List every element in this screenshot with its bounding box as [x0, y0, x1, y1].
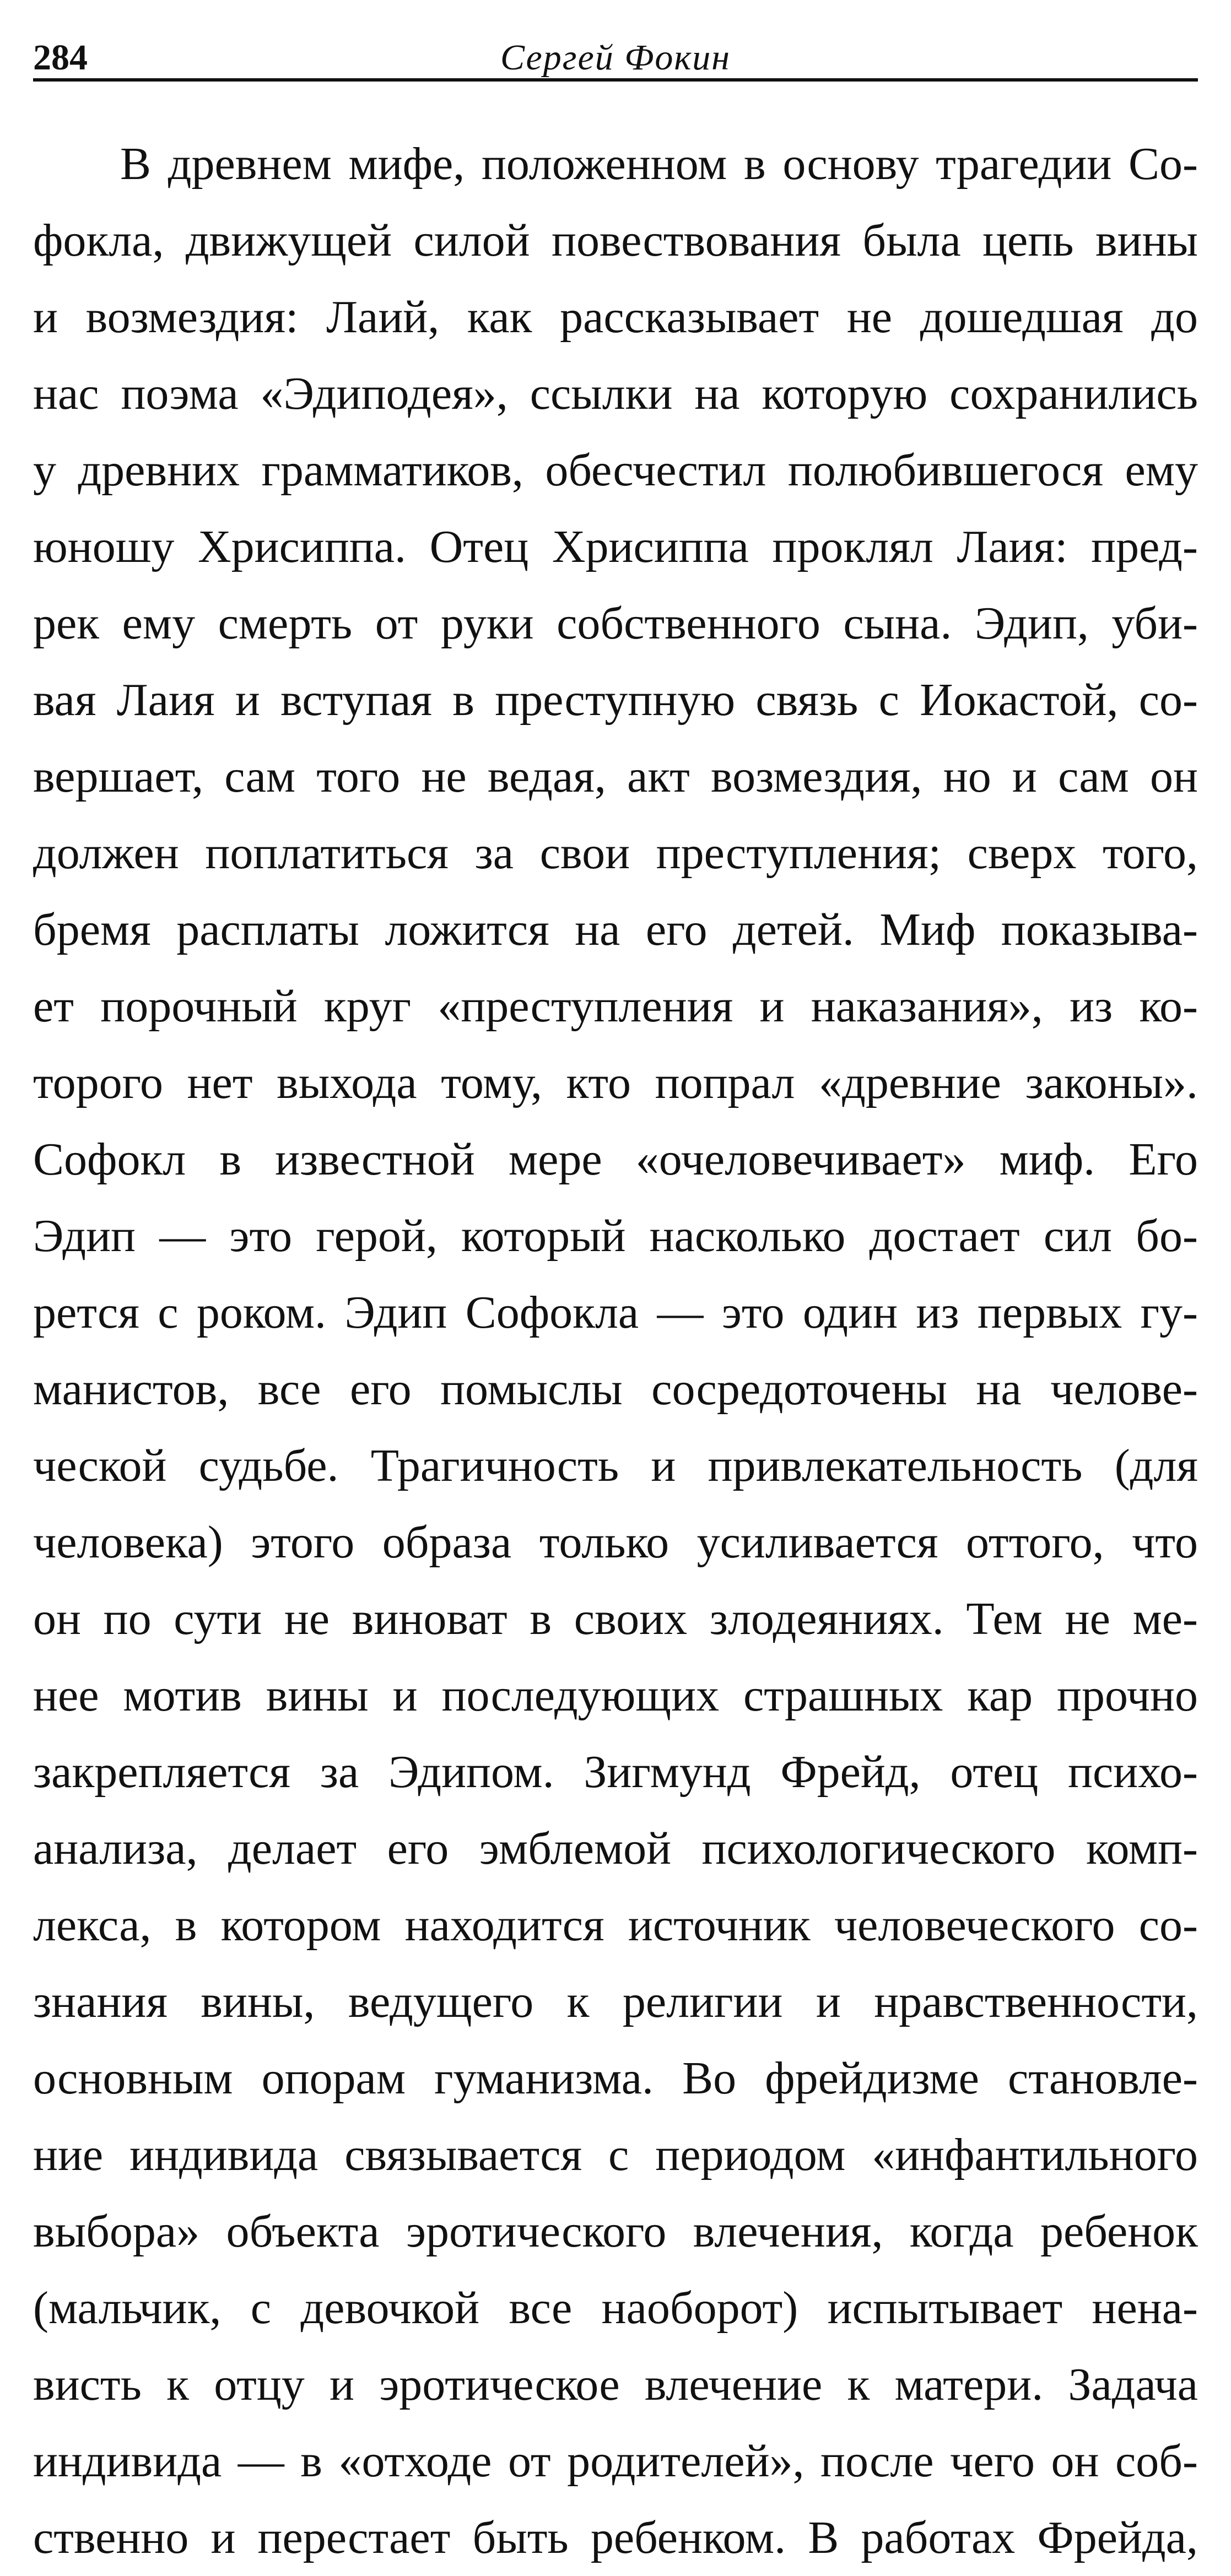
text-line: ческой судьбе. Трагичность и привлекательность (для [33, 1440, 1198, 1491]
text-line: нас поэма «Эдиподея», ссылки на которую сохранились [33, 368, 1198, 419]
text-line: он по сути не виноват в своих злодеяниях. Тем не ме- [33, 1593, 1198, 1644]
text-line: рек ему смерть от руки собственного сына. Эдип, уби- [33, 598, 1198, 649]
text-line: знания вины, ведущего к религии и нравственности, [33, 1976, 1198, 2027]
text-line: Софокл в известной мере «очеловечивает» миф. Его [33, 1134, 1198, 1185]
text-line: вая Лаия и вступая в преступную связь с Иокастой, со- [33, 674, 1198, 726]
page-number: 284 [33, 37, 88, 78]
text-line: у древних грамматиков, обесчестил полюбившегося ему [33, 445, 1198, 496]
text-line: закрепляется за Эдипом. Зигмунд Фрейд, отец психо- [33, 1746, 1198, 1798]
text-line: манистов, все его помыслы сосредоточены на челове- [33, 1363, 1198, 1415]
text-line: основным опорам гуманизма. Во фрейдизме становле- [33, 2053, 1198, 2104]
text-line: нее мотив вины и последующих страшных кар прочно [33, 1670, 1198, 1721]
text-line: ние индивида связывается с периодом «инфантильного [33, 2129, 1198, 2180]
text-line: бремя расплаты ложится на его детей. Миф показыва- [33, 904, 1198, 955]
text-line: юношу Хрисиппа. Отец Хрисиппа проклял Лаия: пред- [33, 521, 1198, 572]
text-line: вершает, сам того не ведая, акт возмездия, но и сам он [33, 751, 1198, 802]
text-line: Эдип — это герой, который насколько достает сил бо- [33, 1210, 1198, 1262]
text-line: ет порочный круг «преступления и наказания», из ко- [33, 981, 1198, 1032]
text-line: рется с роком. Эдип Софокла — это один из первых гу- [33, 1287, 1198, 1338]
body-text [33, 126, 1198, 2576]
text-line: лекса, в котором находится источник человеческого со- [33, 1899, 1198, 1951]
text-line: В древнем мифе, положенном в основу трагедии Со- [120, 138, 1198, 190]
text-line: индивида — в «отходе от родителей», после чего он соб- [33, 2436, 1198, 2487]
text-line: торого нет выхода тому, кто попрал «древние законы». [33, 1057, 1198, 1108]
text-line: должен поплатиться за свои преступления; сверх того, [33, 827, 1198, 879]
book-page [33, 33, 1198, 2563]
running-title: Сергей Фокин [500, 37, 731, 78]
text-line: (мальчик, с девочкой все наоборот) испытывает нена- [33, 2282, 1198, 2334]
text-line: человека) этого образа только усиливается оттого, что [33, 1517, 1198, 1568]
text-line: и возмездия: Лаий, как рассказывает не дошедшая до [33, 291, 1198, 343]
text-line: выбора» объекта эротического влечения, когда ребенок [33, 2206, 1198, 2257]
running-head [33, 33, 1198, 82]
text-line: ственно и перестает быть ребенком. В работах Фрейда, [33, 2512, 1198, 2563]
text-line: анализа, делает его эмблемой психологического комп- [33, 1823, 1198, 1874]
text-line: висть к отцу и эротическое влечение к матери. Задача [33, 2359, 1198, 2410]
text-line: фокла, движущей силой повествования была цепь вины [33, 215, 1198, 266]
